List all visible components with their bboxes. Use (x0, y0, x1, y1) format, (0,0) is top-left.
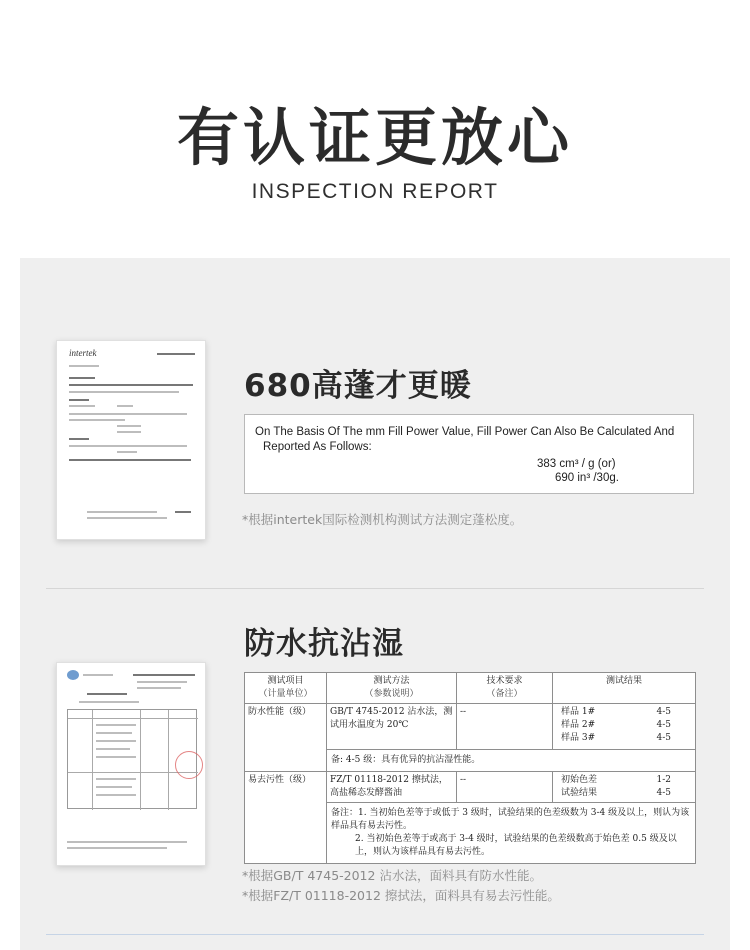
fill-power-statement (244, 414, 694, 494)
footnote-waterproof: *根据GB/T 4745-2012 沾水法，面料具有防水性能。 (242, 868, 542, 883)
fill-power-line-1: On The Basis Of The mm Fill Power Value, Fill Power Can Also Be Calculated And (255, 426, 675, 438)
table-header-cell: 测试方法 （参数说明） (327, 673, 457, 704)
table-cell-results: 初始色差 1-2 试验结果 4-5 (553, 772, 696, 803)
section-title-waterproof: 防水抗沾湿 (244, 626, 404, 662)
table-cell-note: 备注：1. 当初始色差等于或低于 3 级时，试验结果的色差级数为 3-4 级及以上，则认为该样品具有易去污性。 2. 当初始色差等于或高于 3-4 级时，试验结果的色差级数高于始色差 0.5 级及以上，则认为该样品具有易去污性。 (327, 803, 696, 864)
intertek-report-thumbnail (56, 340, 206, 540)
intertek-logo: intertek (69, 348, 97, 358)
table-header-cell: 技术要求 （备注） (457, 673, 553, 704)
page-title: 有认证更放心 (176, 101, 573, 174)
test-report-thumbnail (56, 662, 206, 866)
fill-power-value-1: 383 cm³ / g (or) (537, 458, 616, 470)
table-row (245, 704, 696, 750)
section-title-fill-power: 680高蓬才更暖 (244, 368, 472, 404)
table-cell-requirement: -- (457, 772, 553, 803)
red-stamp-icon (175, 751, 203, 779)
page-subtitle: INSPECTION REPORT (251, 180, 499, 203)
table-cell-item: 易去污性（级） (245, 772, 327, 864)
table-cell-item: 防水性能（级） (245, 704, 327, 772)
footnote-stain-resistance: *根据FZ/T 01118-2012 擦拭法，面料具有易去污性能。 (242, 888, 560, 903)
table-row (245, 772, 696, 803)
table-cell-results: 样品 1# 4-5 样品 2# 4-5 样品 3# 4-5 (553, 704, 696, 750)
table-header-cell: 测试结果 (553, 673, 696, 704)
table-header-row (245, 673, 696, 704)
fill-power-value-2: 690 in³ /30g. (555, 472, 619, 484)
footnote-fill-power: *根据intertek国际检测机构测试方法测定蓬松度。 (242, 512, 523, 527)
table-cell-method: GB/T 4745-2012 沾水法，测试用水温度为 20℃ (327, 704, 457, 750)
report-logo-icon (67, 670, 79, 680)
table-cell-method: FZ/T 01118-2012 擦拭法，高盐稀态发酵酱油 (327, 772, 457, 803)
table-cell-note: 备: 4-5 级：具有优异的抗沾湿性能。 (327, 750, 696, 772)
section-divider (46, 588, 704, 589)
table-header-cell: 测试项目 （计量单位） (245, 673, 327, 704)
table-cell-requirement: -- (457, 704, 553, 750)
test-results-table (244, 672, 696, 864)
fill-power-line-2: Reported As Follows: (263, 441, 372, 453)
bottom-divider (46, 934, 704, 935)
